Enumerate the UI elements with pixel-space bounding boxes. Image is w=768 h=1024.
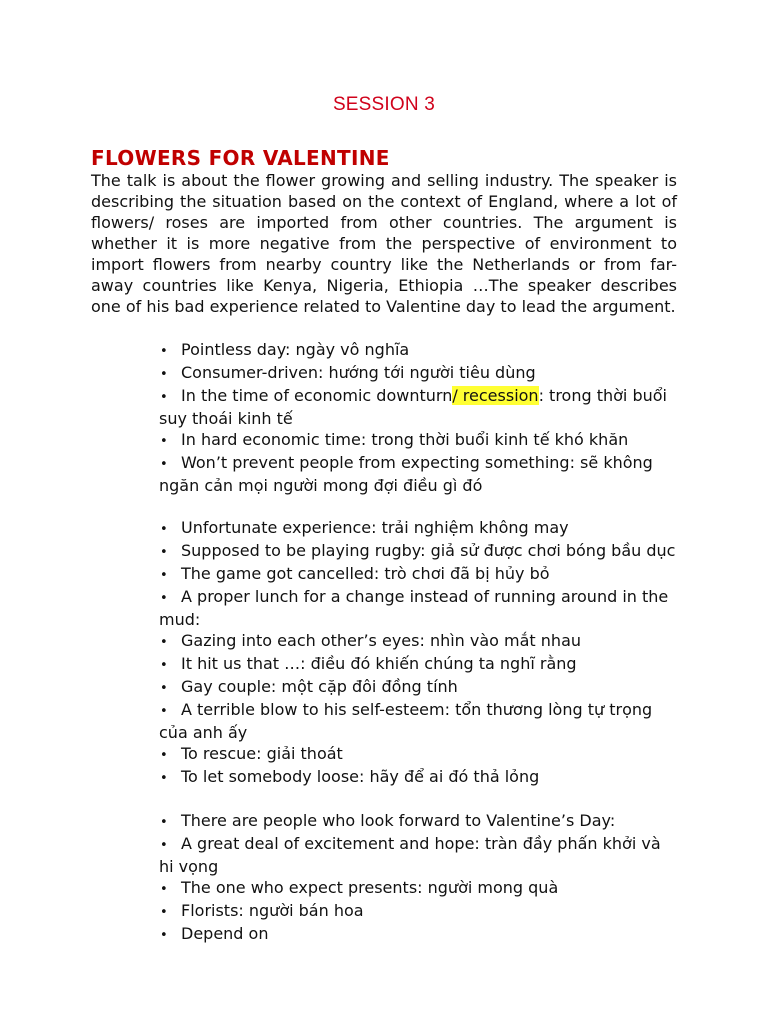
list-item-text: To let somebody loose: hãy để ai đó thả lỏng <box>181 767 540 786</box>
list-item-text: A terrible blow to his self-esteem: tổn thương lòng tự trọng của anh ấy <box>159 700 653 742</box>
list-item-text: A proper lunch for a change instead of running around in the mud: <box>159 587 669 629</box>
list-item <box>159 517 679 540</box>
bullet-icon: • <box>160 390 168 405</box>
bullet-icon: • <box>160 748 168 763</box>
list-item <box>159 452 679 496</box>
blank-line <box>0 789 768 810</box>
list-item <box>159 630 679 653</box>
bullet-icon: • <box>160 815 168 830</box>
bullet-icon: • <box>160 367 168 382</box>
bullet-icon: • <box>160 545 168 560</box>
session-heading: SESSION 3 <box>332 94 436 115</box>
bullet-icon: • <box>160 838 168 853</box>
blank-line <box>0 496 768 517</box>
bullet-icon: • <box>160 344 168 359</box>
list-item-text: Gay couple: một cặp đôi đồng tính <box>181 677 458 696</box>
bullet-icon: • <box>160 681 168 696</box>
list-item <box>159 699 679 743</box>
bullet-icon: • <box>160 928 168 943</box>
document-title: FLOWERS FOR VALENTINE <box>91 146 390 170</box>
intro-paragraph: The talk is about the flower growing and selling industry. The speaker is describing the situation based on the context of England, where a lot of flowers/ roses are imported from other countries. The argument is whether it is more negative from the perspective of environment to import flowers from nearby country like the Netherlands or from far-away countries like Kenya, Nigeria, Ethiopia …The speaker describes one of his bad experience related to Valentine day to lead the argument. <box>91 171 677 316</box>
bullet-icon: • <box>160 434 168 449</box>
list-item-text: It hit us that …: điều đó khiến chúng ta nghĩ rằng <box>181 654 577 673</box>
bullet-icon: • <box>160 658 168 673</box>
bullet-icon: • <box>160 905 168 920</box>
list-item <box>159 833 679 877</box>
bullet-icon: • <box>160 771 168 786</box>
list-item <box>159 385 679 429</box>
bullet-icon: • <box>160 522 168 537</box>
list-item-text: Gazing into each other’s eyes: nhìn vào mắt nhau <box>181 631 582 650</box>
bullet-icon: • <box>160 568 168 583</box>
list-item <box>159 653 679 676</box>
list-item-text: The game got cancelled: trò chơi đã bị hủy bỏ <box>181 564 550 583</box>
bullet-icon: • <box>160 704 168 719</box>
vocabulary-list <box>0 339 768 946</box>
list-item-text: Pointless day: ngày vô nghĩa <box>181 340 410 359</box>
bullet-icon: • <box>160 591 168 606</box>
list-item-text: Depend on <box>181 924 269 943</box>
list-item <box>159 540 679 563</box>
list-item <box>159 586 679 630</box>
list-item <box>159 362 679 385</box>
list-item-text: Florists: người bán hoa <box>181 901 364 920</box>
bullet-icon: • <box>160 457 168 472</box>
list-item-text: In the time of economic downturn <box>181 386 453 405</box>
list-item <box>159 877 679 900</box>
bullet-icon: • <box>160 882 168 897</box>
list-item <box>159 810 679 833</box>
highlighted-text: / recession <box>452 386 539 405</box>
list-item-text: To rescue: giải thoát <box>181 744 343 763</box>
list-item-text: Unfortunate experience: trải nghiệm không may <box>181 518 569 537</box>
list-item-text: Won’t prevent people from expecting something: sẽ không ngăn cản mọi người mong đợi điều gì đó <box>159 453 653 495</box>
list-item-text: There are people who look forward to Valentine’s Day: <box>181 811 616 830</box>
list-item <box>159 339 679 362</box>
list-item <box>159 429 679 452</box>
list-item-text: In hard economic time: trong thời buổi kinh tế khó khăn <box>181 430 629 449</box>
list-item <box>159 743 679 766</box>
list-item-text: The one who expect presents: người mong quà <box>181 878 559 897</box>
list-item <box>159 563 679 586</box>
list-item <box>159 900 679 923</box>
list-item-text: Supposed to be playing rugby: giả sử được chơi bóng bầu dục <box>181 541 676 560</box>
bullet-icon: • <box>160 635 168 650</box>
list-item <box>159 766 679 789</box>
list-item-text: A great deal of excitement and hope: tràn đầy phấn khởi và hi vọng <box>159 834 661 876</box>
list-item-text: : trong thời buổi suy thoái kinh tế <box>159 386 667 428</box>
list-item <box>159 676 679 699</box>
list-item-text: Consumer-driven: hướng tới người tiêu dùng <box>181 363 536 382</box>
list-item <box>159 923 679 946</box>
